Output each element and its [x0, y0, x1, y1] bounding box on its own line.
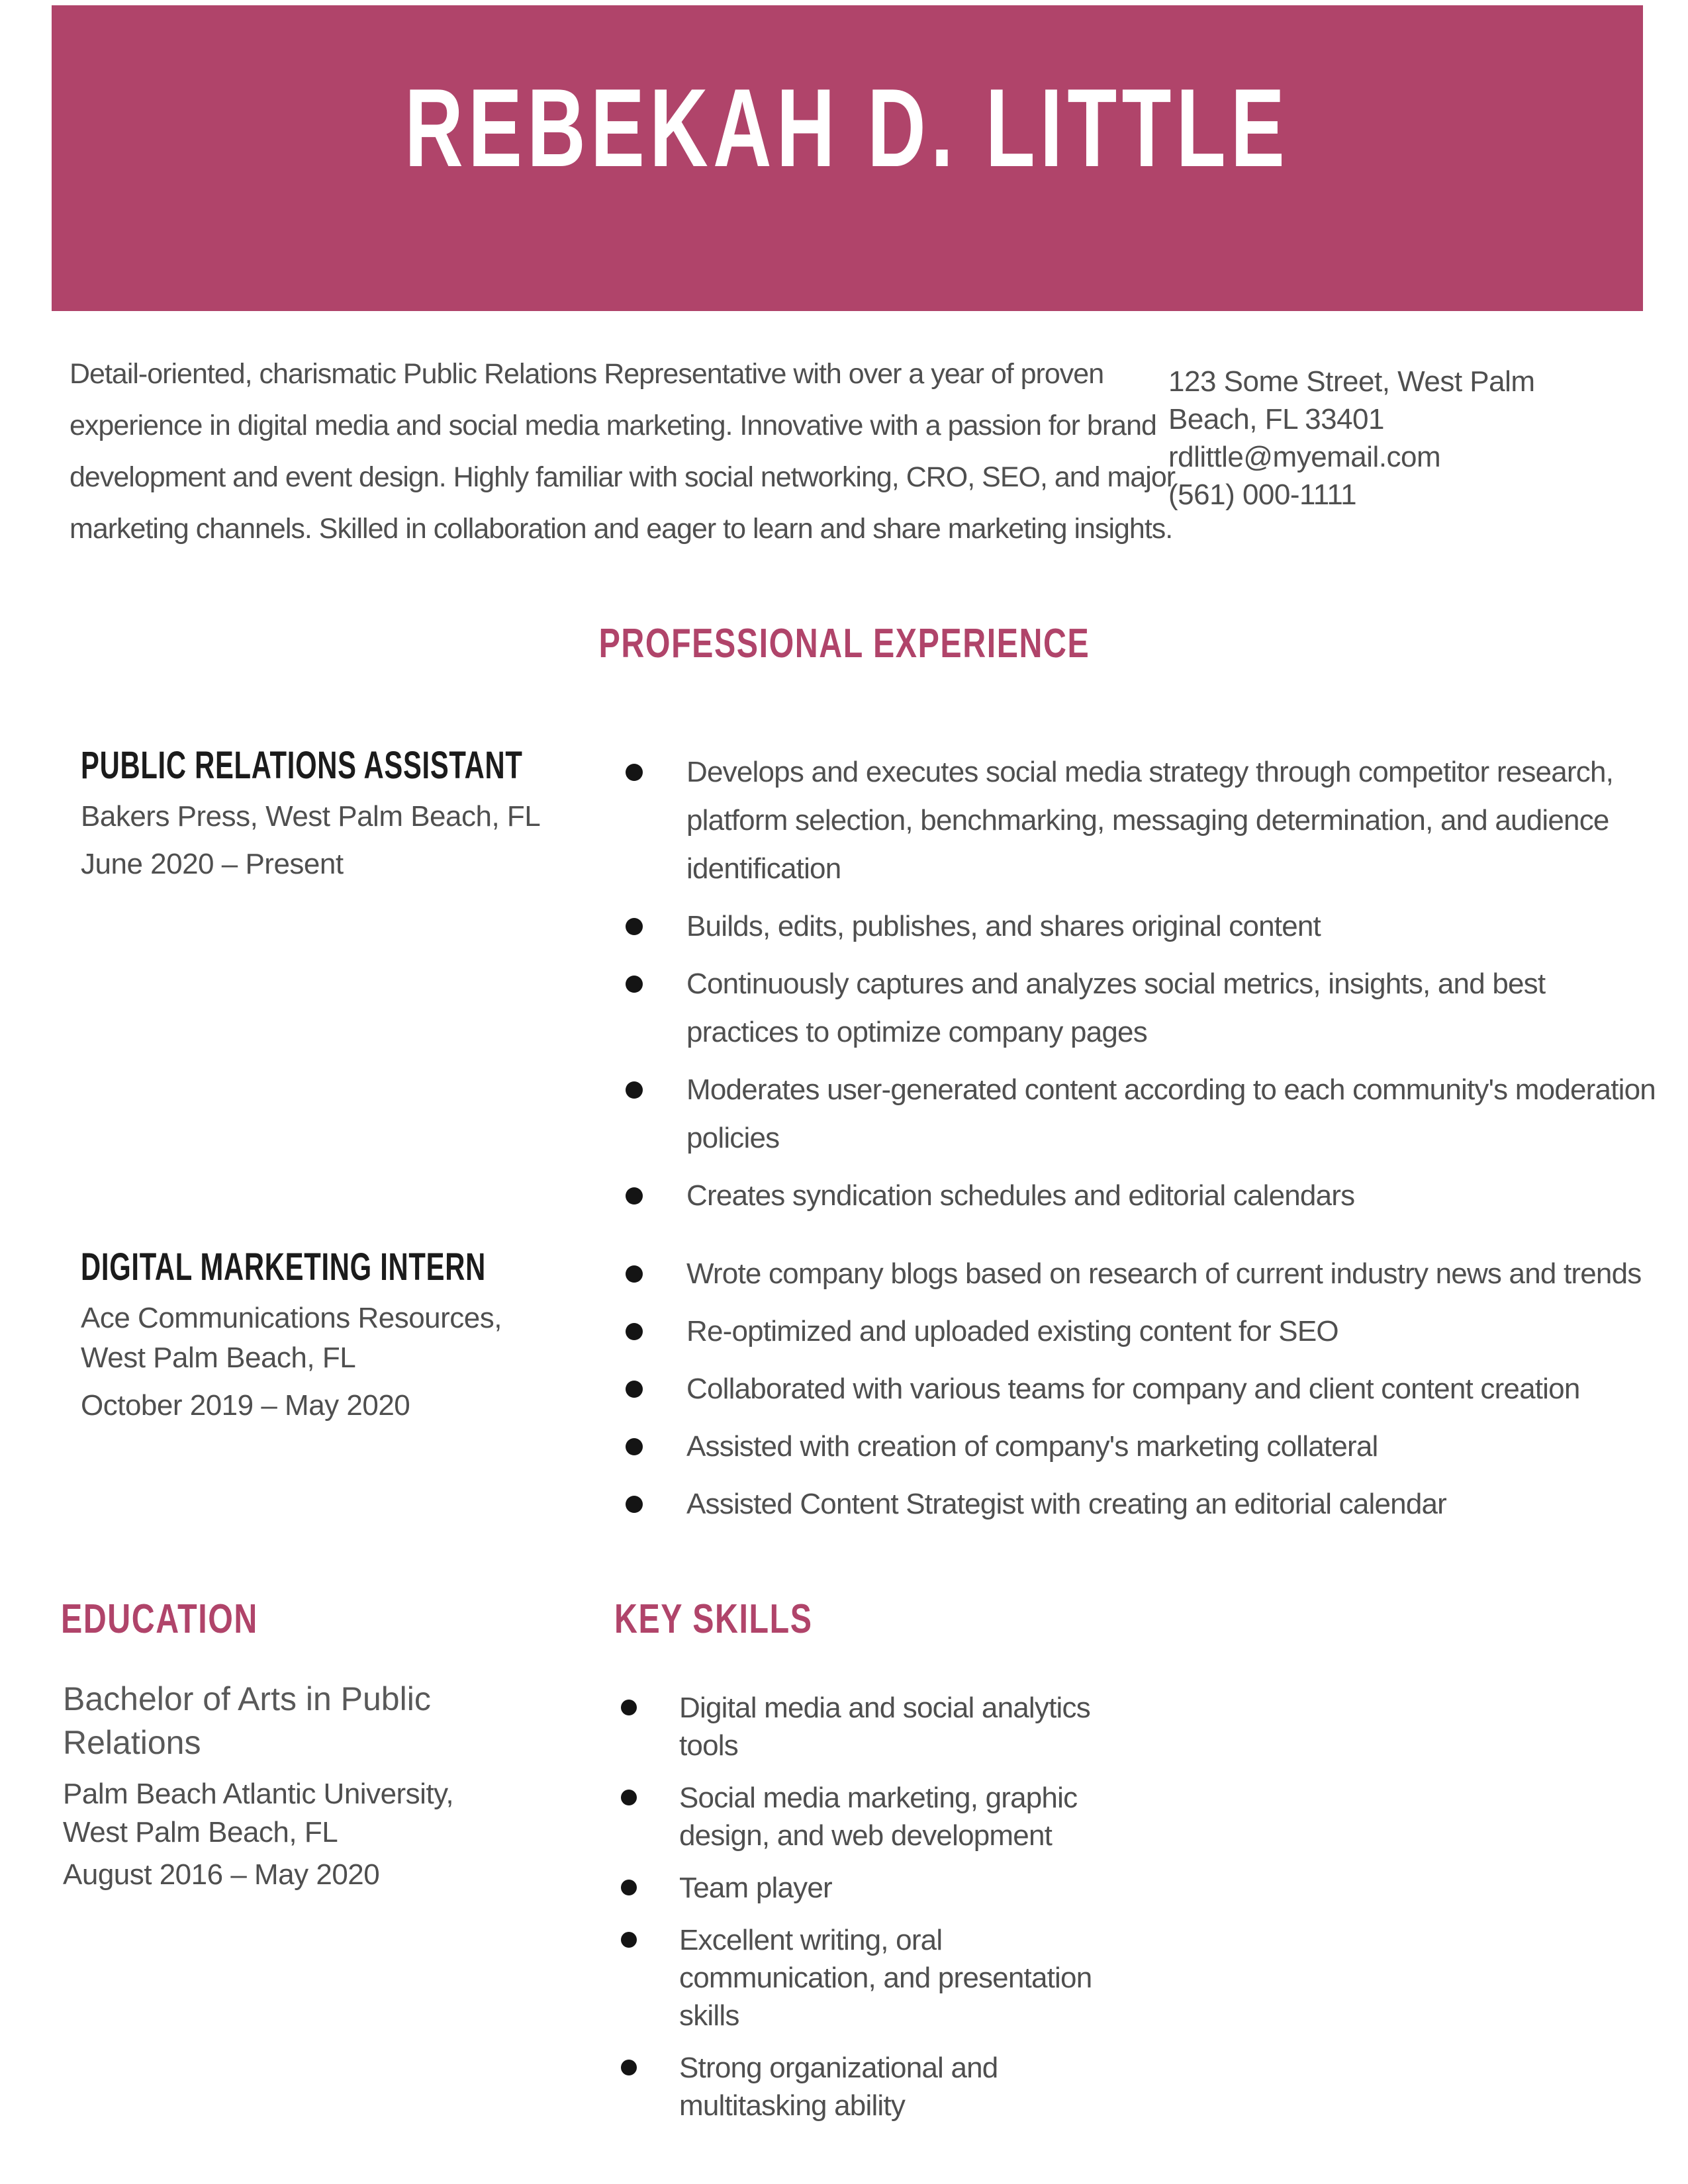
skill-text: Social media marketing, graphic design, and web development: [679, 1782, 1078, 1852]
job-bullet-list: [626, 1250, 1658, 1537]
bullet-dot-icon: [626, 1496, 643, 1513]
person-name: REBEKAH D. LITTLE: [404, 65, 1290, 190]
job-title-text: PUBLIC RELATIONS ASSISTANT: [81, 744, 523, 787]
skill-text: Excellent writing, oral communication, and presentation skills: [679, 1924, 1092, 2032]
education-block: [63, 1668, 500, 1894]
bullet-text: Wrote company blogs based on research of current industry news and trends: [686, 1257, 1642, 1290]
bullet-dot-icon: [621, 1790, 637, 1805]
bullet-dot-icon: [626, 918, 643, 935]
bullet-text: Builds, edits, publishes, and shares original content: [686, 910, 1321, 942]
education-school: Palm Beach Atlantic University, West Palm Beach, FL: [63, 1778, 454, 1848]
job-bullet-list: [626, 748, 1658, 1229]
skill-item: [621, 1921, 1144, 2034]
bullet-dot-icon: [621, 2060, 637, 2075]
bullet-dot-icon: [626, 1323, 643, 1340]
skill-item: [621, 1779, 1144, 1854]
bullet-dot-icon: [626, 764, 643, 781]
education-dates: August 2016 – May 2020: [63, 1858, 380, 1891]
education-degree: Bachelor of Arts in Public Relations: [63, 1680, 431, 1761]
bullet-dot-icon: [626, 1187, 643, 1205]
contact-address: 123 Some Street, West Palm Beach, FL 33401: [1168, 365, 1535, 435]
skills-section-heading: [614, 1596, 868, 1643]
job-title-text: DIGITAL MARKETING INTERN: [81, 1246, 486, 1289]
bullet-dot-icon: [621, 1932, 637, 1948]
bullet-item: [626, 1365, 1658, 1413]
skill-item: [621, 1869, 1144, 1907]
skill-text: Strong organizational and multitasking ability: [679, 2052, 998, 2122]
job-company: Bakers Press, West Palm Beach, FL: [81, 800, 541, 833]
job-title: [81, 1247, 551, 1288]
bullet-item: [626, 1480, 1658, 1528]
bullet-dot-icon: [626, 1438, 643, 1455]
bullet-text: Continuously captures and analyzes social metrics, insights, and best practices to optimize company pages: [686, 968, 1546, 1048]
bullet-text: Assisted Content Strategist with creating an editorial calendar: [686, 1488, 1447, 1520]
bullet-item: [626, 1066, 1658, 1162]
bullet-item: [626, 960, 1658, 1056]
bullet-text: Develops and executes social media strategy through competitor research, platform selection, benchmarking, messaging determination, and audience identification: [686, 756, 1614, 885]
skill-item: [621, 1689, 1144, 1764]
header-band: [52, 5, 1643, 311]
bullet-dot-icon: [626, 1265, 643, 1283]
job-meta: [81, 745, 551, 884]
job-company: Ace Communications Resources, West Palm Beach, FL: [81, 1302, 502, 1374]
experience-section-heading: [0, 621, 1688, 667]
contact-email: rdlittle@myemail.com: [1168, 441, 1441, 473]
bullet-item: [626, 902, 1658, 950]
skill-text: Team player: [679, 1872, 832, 1904]
skill-item: [621, 2049, 1144, 2124]
bullet-text: Collaborated with various teams for company and client content creation: [686, 1373, 1580, 1405]
bullet-item: [626, 1250, 1658, 1298]
bullet-dot-icon: [626, 1381, 643, 1398]
summary-paragraph: Detail-oriented, charismatic Public Relations Representative with over a year of proven experience in digital media and social media marketing. Innovative with a passion for brand development and event design. Highly familiar with social networking, CRO, SEO, and major marketing channels. Skilled in collaboration and eager to learn and share marketing insights.: [70, 358, 1176, 545]
bullet-item: [626, 1307, 1658, 1355]
experience-section-heading-text: PROFESSIONAL EXPERIENCE: [598, 621, 1090, 666]
contact-phone: (561) 000-1111: [1168, 478, 1357, 511]
skills-list: [621, 1689, 1144, 2139]
bullet-dot-icon: [626, 1081, 643, 1099]
bullet-dot-icon: [626, 976, 643, 993]
bullet-item: [626, 1422, 1658, 1471]
job-title: [81, 745, 551, 786]
skills-section-heading-text: KEY SKILLS: [614, 1596, 813, 1642]
job-meta: [81, 1247, 551, 1426]
bullet-text: Re-optimized and uploaded existing content for SEO: [686, 1315, 1338, 1347]
bullet-item: [626, 1171, 1658, 1220]
job-dates: October 2019 – May 2020: [81, 1389, 410, 1422]
job-dates: June 2020 – Present: [81, 848, 344, 880]
bullet-text: Assisted with creation of company's marketing collateral: [686, 1430, 1378, 1463]
bullet-dot-icon: [621, 1880, 637, 1895]
bullet-text: Creates syndication schedules and editorial calendars: [686, 1179, 1355, 1212]
bullet-dot-icon: [621, 1700, 637, 1715]
bullet-text: Moderates user-generated content according to each community's moderation policies: [686, 1073, 1656, 1154]
education-section-heading: [61, 1596, 314, 1643]
skill-text: Digital media and social analytics tools: [679, 1692, 1090, 1762]
contact-block: [1168, 363, 1559, 514]
bullet-item: [626, 748, 1658, 893]
education-section-heading-text: EDUCATION: [61, 1596, 258, 1642]
